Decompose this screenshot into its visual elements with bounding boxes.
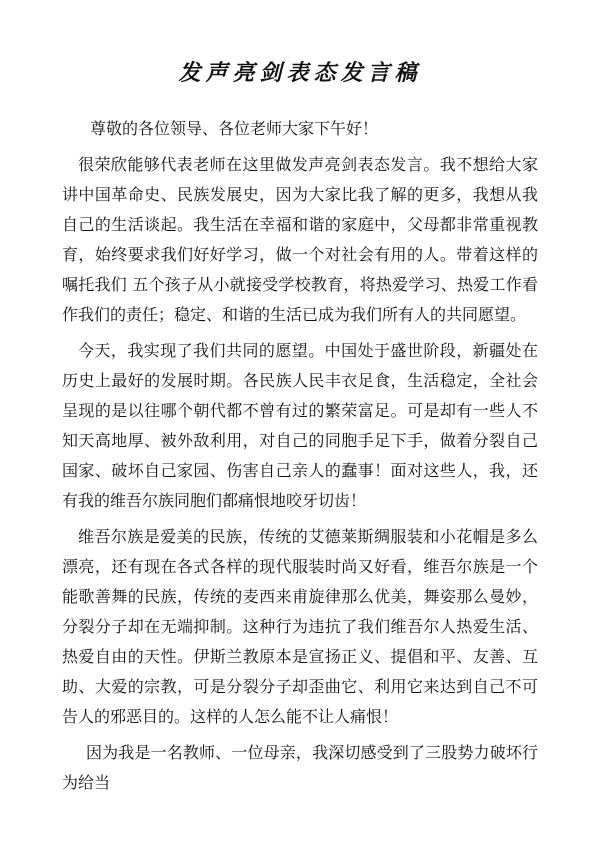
paragraph-2: 今天，我实现了我们共同的愿望。中国处于盛世阶段，新疆处在历史上最好的发展时期。各民族人民丰衣足食，生活稳定，全社会呈现的是以往哪个朝代都不曾有过的繁荣富足。可是却有一些人不知天高地厚、被外敌利用，对自己的同胞手足下手，做着分裂自己国家、破坏自己家园、伤害自己亲人的蠢事！面对这些人，我，还有我的维吾尔族同胞们都痛恨地咬牙切齿！ bbox=[62, 341, 538, 510]
greeting-line: 尊敬的各位领导、各位老师大家下午好！ bbox=[90, 119, 379, 138]
document-title: 发声亮剑表态发言稿 bbox=[178, 60, 422, 86]
paragraph-1: 很荣欣能够代表老师在这里做发声亮剑表态发言。我不想给大家讲中国革命史、民族发展史，因为大家比我了解的更多，我想从我自己的生活谈起。我生活在幸福和谐的家庭中，父母都非常重视教育，始终要求我们好好学习，做一个对社会有用的人。带着这样的嘱托我们 五个孩子从小就接受学校教育，将热爱学习、热爱工作看作我们的责任；稳定、和谐的生活已成为我们所有人的共同愿望。 bbox=[62, 155, 538, 324]
paragraph-3: 维吾尔族是爱美的民族，传统的艾德莱斯绸服装和小花帽是多么漂亮，还有现在各式各样的现代服装时尚又好看，维吾尔族是一个能歌善舞的民族，传统的麦西来甫旋律那么优美，舞姿那么曼妙，分裂分子却在无端抑制。这种行为违抗了我们维吾尔人热爱生活、热爱自由的天性。伊斯兰教原本是宣扬正义、提倡和平、友善、互助、大爱的宗教，可是分裂分子却歪曲它、利用它来达到自己不可告人的邪恶目的。这样的人怎么能不让人痛恨！ bbox=[62, 527, 538, 726]
paragraph-4: 因为我是一名教师、一位母亲，我深切感受到了三股势力破坏行为给当 bbox=[62, 743, 538, 792]
